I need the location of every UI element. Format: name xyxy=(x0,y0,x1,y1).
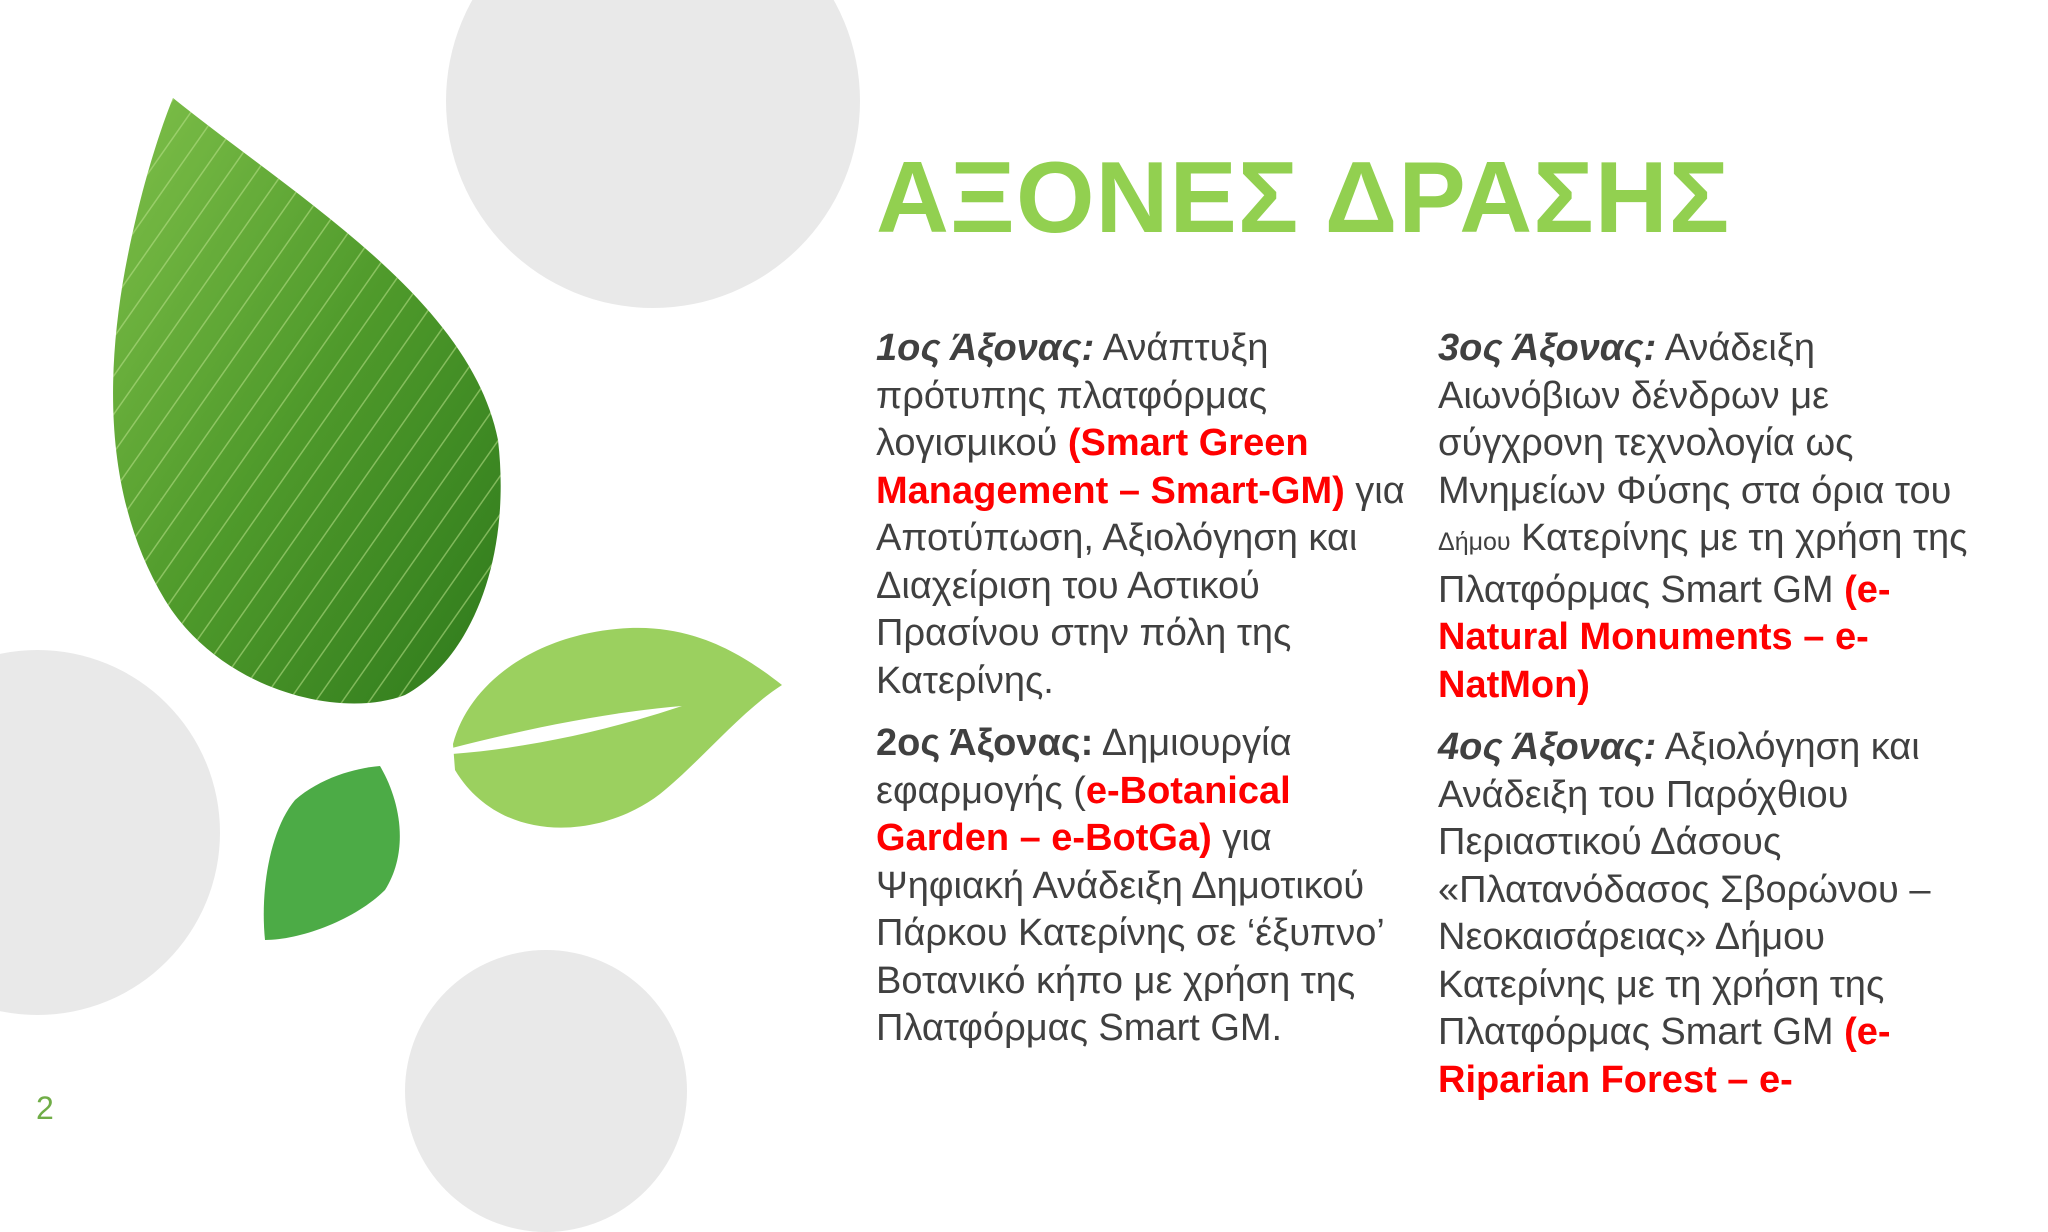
axis-4-label: 4ος Άξονας: xyxy=(1438,726,1657,768)
slide-title: ΑΞΟΝΕΣ ΔΡΑΣΗΣ xyxy=(876,142,1731,254)
page-number: 2 xyxy=(36,1090,54,1126)
right-leaf xyxy=(452,628,782,828)
axis-3-paragraph xyxy=(1438,325,1998,709)
axis-1-text: Ανάπτυξη πρότυπης πλατφόρμας λογισμικού xyxy=(876,327,1269,464)
axis-3-label: 3ος Άξονας: xyxy=(1438,327,1657,369)
axis-2-paragraph xyxy=(876,720,1406,1053)
axis-2-label: 2ος Άξονας: xyxy=(876,722,1094,764)
axis-2-highlight: e-Botanical Garden – e-BotGa) xyxy=(876,769,1291,859)
axis-1-paragraph xyxy=(876,325,1406,705)
axis-3-text-cont: Κατερίνης με τη χρήση της Πλατφόρμας Smart GM xyxy=(1438,517,1968,611)
column-left xyxy=(876,325,1406,1068)
axis-4-text: Αξιολόγηση και Ανάδειξη του Παρόχθιου Περιαστικού Δάσους «Πλατανόδασος Σβορώνου – Νεοκαισάρειας» Δήμου Κατερίνης με τη χρήση της Πλατφόρμας Smart GM xyxy=(1438,726,1931,1053)
axis-4-highlight: (e-Riparian Forest – e- xyxy=(1438,1011,1891,1101)
axis-1-highlight: (Smart Green Management – Smart-GM) xyxy=(876,422,1345,512)
big-leaf xyxy=(0,0,600,760)
axis-3-highlight: (e-Natural Monuments – e-NatMon) xyxy=(1438,568,1891,706)
axis-3-text: Ανάδειξη Αιωνόβιων δένδρων με σύγχρονη τεχνολογία ως Μνημείων Φύσης στα όρια του xyxy=(1438,327,1952,512)
axis-2-text-end: για Ψηφιακή Ανάδειξη Δημοτικού Πάρκου Κατερίνης σε ‘έξυπνο’ Βοτανικό κήπο με χρήση της Πλατφόρμας Smart GM. xyxy=(876,817,1384,1049)
axis-3-small-text: Δήμου xyxy=(1438,528,1511,556)
axis-4-paragraph xyxy=(1438,724,1998,1104)
column-right xyxy=(1438,325,1998,1119)
axis-1-text-end: για Αποτύπωση, Αξιολόγηση και Διαχείριση του Αστικού Πρασίνου στην πόλη της Κατερίνης. xyxy=(876,469,1405,702)
axis-1-label: 1ος Άξονας: xyxy=(876,327,1095,369)
axis-2-text: Δημιουργία εφαρμογής ( xyxy=(876,722,1292,812)
small-leaf xyxy=(264,766,400,940)
